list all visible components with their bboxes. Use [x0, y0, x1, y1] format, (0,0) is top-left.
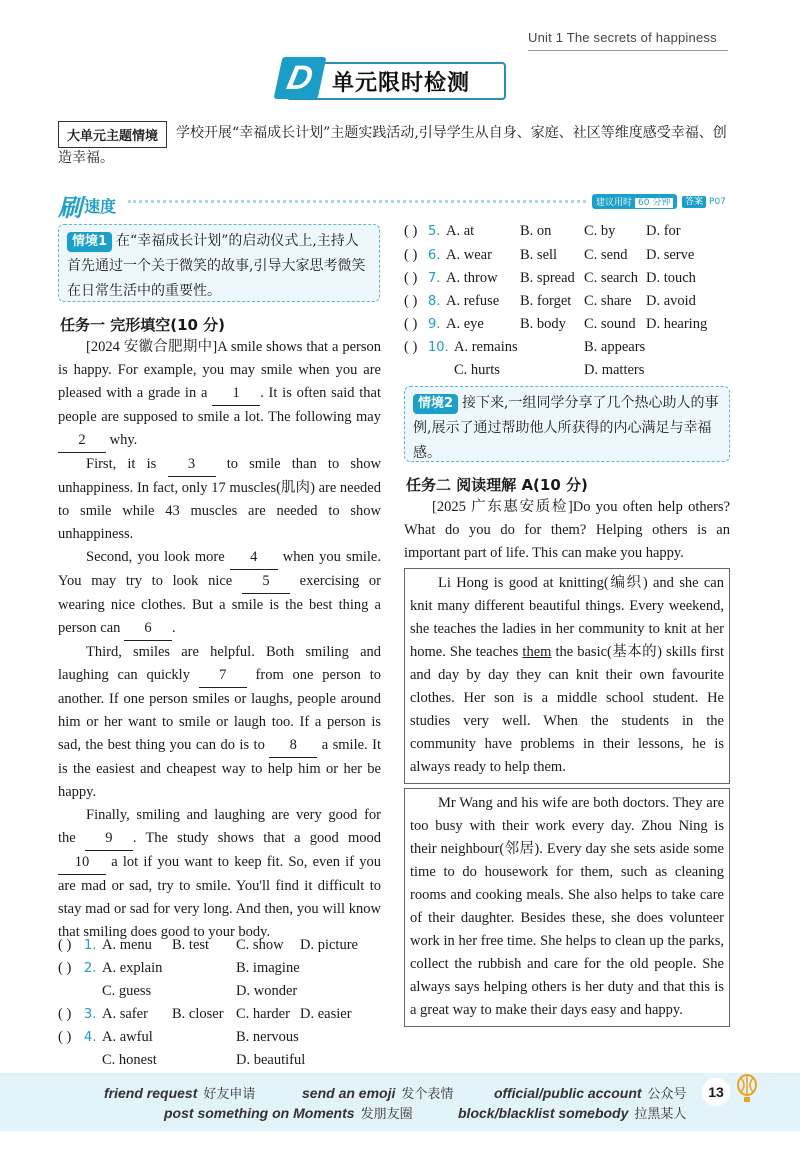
blank-4[interactable]: 4	[230, 546, 278, 570]
unit-header: Unit 1 The secrets of happiness	[528, 30, 717, 45]
scene-2-text: 接下来,一组同学分享了几个热心助人的事例,展示了通过帮助他人所获得的内心满足与幸福感。	[413, 395, 719, 461]
text: Finally, smiling and laughing are very good for the	[58, 807, 381, 846]
text: why.	[106, 432, 138, 448]
answer-paren[interactable]: ( )	[58, 960, 72, 976]
option-b[interactable]: B. appears	[584, 339, 646, 355]
answer-paren[interactable]: ( )	[404, 316, 418, 332]
passage-1-text	[410, 572, 724, 779]
reading-intro	[404, 496, 730, 565]
blank-8[interactable]: 8	[269, 734, 317, 758]
text: friend request	[104, 1085, 198, 1101]
speed-word: 速度	[84, 197, 117, 216]
reading-source: [2025 广东惠安质检]	[432, 499, 573, 515]
footer-item-4	[164, 1103, 413, 1122]
scene-1-text: 在“幸福成长计划”的启动仪式上,主持人首先通过一个关于微笑的故事,引导大家思考微笑在日常生活中的重要性。	[67, 233, 366, 299]
text: post something on Moments	[164, 1105, 355, 1121]
time-value: 60 分钟	[635, 198, 673, 208]
text: Second, you look more	[86, 549, 230, 565]
option-a[interactable]: A. at	[446, 223, 475, 239]
option-d[interactable]: D. picture	[300, 937, 358, 953]
theme-label: 大单元主题情境	[58, 121, 167, 148]
option-d[interactable]: D. matters	[584, 362, 645, 378]
text: . It is often said that people are supposed to smile a lot. The following may	[58, 385, 382, 425]
text: Mr Wang and his wife are both doctors. They are too busy with their work every day. Zhou Ning is their neighbour(邻居). Every day she sets aside some time to do housework for them, such as cleaning rooms and cooking meals. She also helps to take care of their daughter. Besides these, she does volunteer work in her free time. She helps to clean up the parks, collect the rubbish and care for the old people. She always says helping others is her duty and that this is a great way to make their days easy and happy.	[410, 795, 724, 1018]
option-a[interactable]: A. awful	[102, 1029, 153, 1045]
scene-1-tag: 情境1	[67, 232, 112, 252]
text: exercising or wearing nice clothes. But a smile is the best thing a person can	[58, 573, 381, 636]
answer-label: 答案	[682, 196, 706, 208]
question-number: 10.	[428, 340, 449, 355]
option-d[interactable]: D. hearing	[646, 316, 708, 332]
option-a[interactable]: A. wear	[446, 247, 492, 263]
passage-2-text	[410, 792, 724, 1022]
task-1-title: 任务一 完形填空(10 分)	[60, 316, 226, 334]
option-c[interactable]: C. show	[236, 937, 284, 953]
text: . The study shows that a good mood	[132, 830, 381, 846]
cloze-paragraph-3	[58, 546, 381, 641]
option-b[interactable]: B. on	[520, 223, 552, 239]
question-number: 2.	[84, 961, 97, 976]
option-c[interactable]: C. send	[584, 247, 628, 263]
answer-paren[interactable]: ( )	[58, 1029, 72, 1045]
question-number: 7.	[428, 271, 441, 286]
footer-item-1	[104, 1083, 255, 1102]
cloze-paragraph-1	[58, 336, 381, 453]
blank-5[interactable]: 5	[242, 570, 290, 594]
option-d[interactable]: D. avoid	[646, 293, 696, 309]
footer-item-5	[458, 1103, 686, 1122]
option-d[interactable]: D. wonder	[236, 983, 298, 999]
option-c[interactable]: C. sound	[584, 316, 636, 332]
footer-item-2	[302, 1083, 453, 1102]
option-a[interactable]: A. menu	[102, 937, 152, 953]
passage-1-box	[404, 568, 730, 784]
text: a smile. It is the easiest and cheapest way to help him or her be happy.	[58, 737, 381, 800]
section-title: 单元限时检测	[332, 70, 471, 96]
speed-mark: 刷	[58, 194, 82, 222]
cloze-paragraph-2	[58, 453, 381, 546]
section-badge-icon	[274, 57, 327, 99]
page-number: 13	[702, 1078, 730, 1106]
text: the basic(基本的) skills first and day by day they can knit their own favourite clothes. Her son is a middle school student. He studies very well. When the students in the community have problems in their lessons, he is always ready to help them.	[410, 644, 724, 775]
cloze-source: [2024 安徽合肥期中]	[86, 339, 218, 355]
option-a[interactable]: A. safer	[102, 1006, 148, 1022]
answer-paren[interactable]: ( )	[404, 339, 418, 355]
option-d[interactable]: D. easier	[300, 1006, 352, 1022]
option-b[interactable]: B. nervous	[236, 1029, 299, 1045]
option-d[interactable]: D. serve	[646, 247, 695, 263]
header-divider	[528, 50, 728, 51]
text: A smile shows that a person is happy. For example, you may smile when you are pleased with a grade in a	[58, 339, 381, 401]
option-d[interactable]: D. touch	[646, 270, 696, 286]
blank-6[interactable]: 6	[124, 617, 172, 641]
blank-9[interactable]: 9	[85, 827, 133, 851]
option-c[interactable]: C. honest	[102, 1052, 157, 1068]
scene-1-box	[58, 224, 380, 302]
answer-paren[interactable]: ( )	[404, 270, 418, 286]
option-b[interactable]: B. body	[520, 316, 566, 332]
blank-3[interactable]: 3	[168, 453, 216, 477]
answer-paren[interactable]: ( )	[404, 293, 418, 309]
answer-paren[interactable]: ( )	[58, 1006, 72, 1022]
badge-letter: D	[283, 58, 317, 97]
option-d[interactable]: D. for	[646, 223, 681, 239]
text: 发朋友圈	[360, 1107, 413, 1122]
text: .	[172, 620, 176, 636]
text: First, it is	[86, 456, 168, 472]
reading-intro-text	[404, 496, 730, 565]
option-c[interactable]: C. by	[584, 223, 616, 239]
option-a[interactable]: A. eye	[446, 316, 484, 332]
blank-1[interactable]: 1	[212, 382, 260, 406]
answer-page: P07	[709, 197, 726, 207]
option-b[interactable]: B. imagine	[236, 960, 300, 976]
task-2-title: 任务二 阅读理解 A(10 分)	[406, 476, 588, 494]
question-number: 9.	[428, 317, 441, 332]
option-b[interactable]: B. spread	[520, 270, 575, 286]
text: 发个表情	[401, 1087, 454, 1102]
text: when you smile. You may try to look nice	[58, 549, 381, 589]
blank-2[interactable]: 2	[58, 429, 106, 453]
text: official/public account	[494, 1085, 642, 1101]
option-a[interactable]: A. throw	[446, 270, 498, 286]
answer-paren[interactable]: ( )	[404, 223, 418, 239]
text: from one person to another. If one person smiles or laughs, people around him or her want to smile or laugh too. If a person is sad, the best thing you can do is to	[58, 667, 381, 753]
text: send an emoji	[302, 1085, 396, 1101]
speed-divider	[128, 200, 586, 203]
text: 好友申请	[203, 1087, 256, 1102]
option-a[interactable]: A. remains	[454, 339, 518, 355]
answer-paren[interactable]: ( )	[58, 937, 72, 953]
question-number: 3.	[84, 1007, 97, 1022]
option-d[interactable]: D. beautiful	[236, 1052, 306, 1068]
option-b[interactable]: B. sell	[520, 247, 558, 263]
balloon-icon	[736, 1074, 758, 1104]
passage-2-box	[404, 788, 730, 1027]
blank-7[interactable]: 7	[199, 664, 247, 688]
cloze-paragraph-4	[58, 641, 381, 804]
text: a lot if you want to keep fit. So, even if you are mad or sad, try to smile. You'll find it difficult to stay mad or sad for very long. And then, you will know that smiling does good to your body.	[58, 854, 381, 940]
question-number: 1.	[84, 938, 97, 953]
scene-2-box	[404, 386, 730, 462]
cloze-paragraph-5	[58, 804, 381, 944]
text: block/blacklist somebody	[458, 1105, 629, 1121]
answer-paren[interactable]: ( )	[404, 247, 418, 263]
option-b[interactable]: B. test	[172, 937, 210, 953]
blank-10[interactable]: 10	[58, 851, 106, 875]
option-a[interactable]: A. refuse	[446, 293, 500, 309]
option-b[interactable]: B. forget	[520, 293, 572, 309]
section-title-band	[283, 58, 506, 100]
question-number: 6.	[428, 248, 441, 263]
cloze-passage	[58, 336, 381, 944]
speed-heading	[58, 188, 116, 223]
text: Li Hong is good at knitting(编织) and she can knit many different beautiful things. Every weekend, she teaches the ladies in her community to knit at her home. She teaches	[410, 575, 724, 660]
text: 公众号	[647, 1087, 687, 1102]
time-label: 建议用时	[596, 198, 633, 208]
option-c[interactable]: C. guess	[102, 983, 152, 999]
option-c[interactable]: C. share	[584, 293, 632, 309]
question-number: 8.	[428, 294, 441, 309]
option-b[interactable]: B. closer	[172, 1006, 224, 1022]
question-number: 5.	[428, 224, 441, 239]
text: Third, smiles are helpful. Both smiling and laughing can quickly	[58, 644, 381, 683]
scene-2-tag: 情境2	[413, 394, 458, 414]
option-c[interactable]: C. search	[584, 270, 638, 286]
text: Do you often help others? What do you do for them? Helping others is an important part of life. This can make you happy.	[404, 499, 730, 561]
question-number: 4.	[84, 1030, 97, 1045]
option-c[interactable]: C. hurts	[454, 362, 500, 378]
suggested-time-tag	[592, 194, 677, 209]
option-a[interactable]: A. explain	[102, 960, 163, 976]
text: 拉黑某人	[634, 1107, 687, 1122]
footer-band	[0, 1073, 800, 1131]
footer-item-3	[494, 1083, 687, 1102]
option-c[interactable]: C. harder	[236, 1006, 290, 1022]
theme-text: 学校开展“幸福成长计划”主题实践活动,引导学生从自身、家庭、社区等维度感受幸福、创造幸福。	[58, 125, 727, 166]
underlined-word: them	[522, 644, 552, 660]
answer-page-tag	[682, 194, 726, 207]
text: to smile than to show unhappiness. In fact, only 17 muscles(肌肉) are needed to smile while 43 muscles are needed to show unhappiness.	[58, 456, 381, 542]
